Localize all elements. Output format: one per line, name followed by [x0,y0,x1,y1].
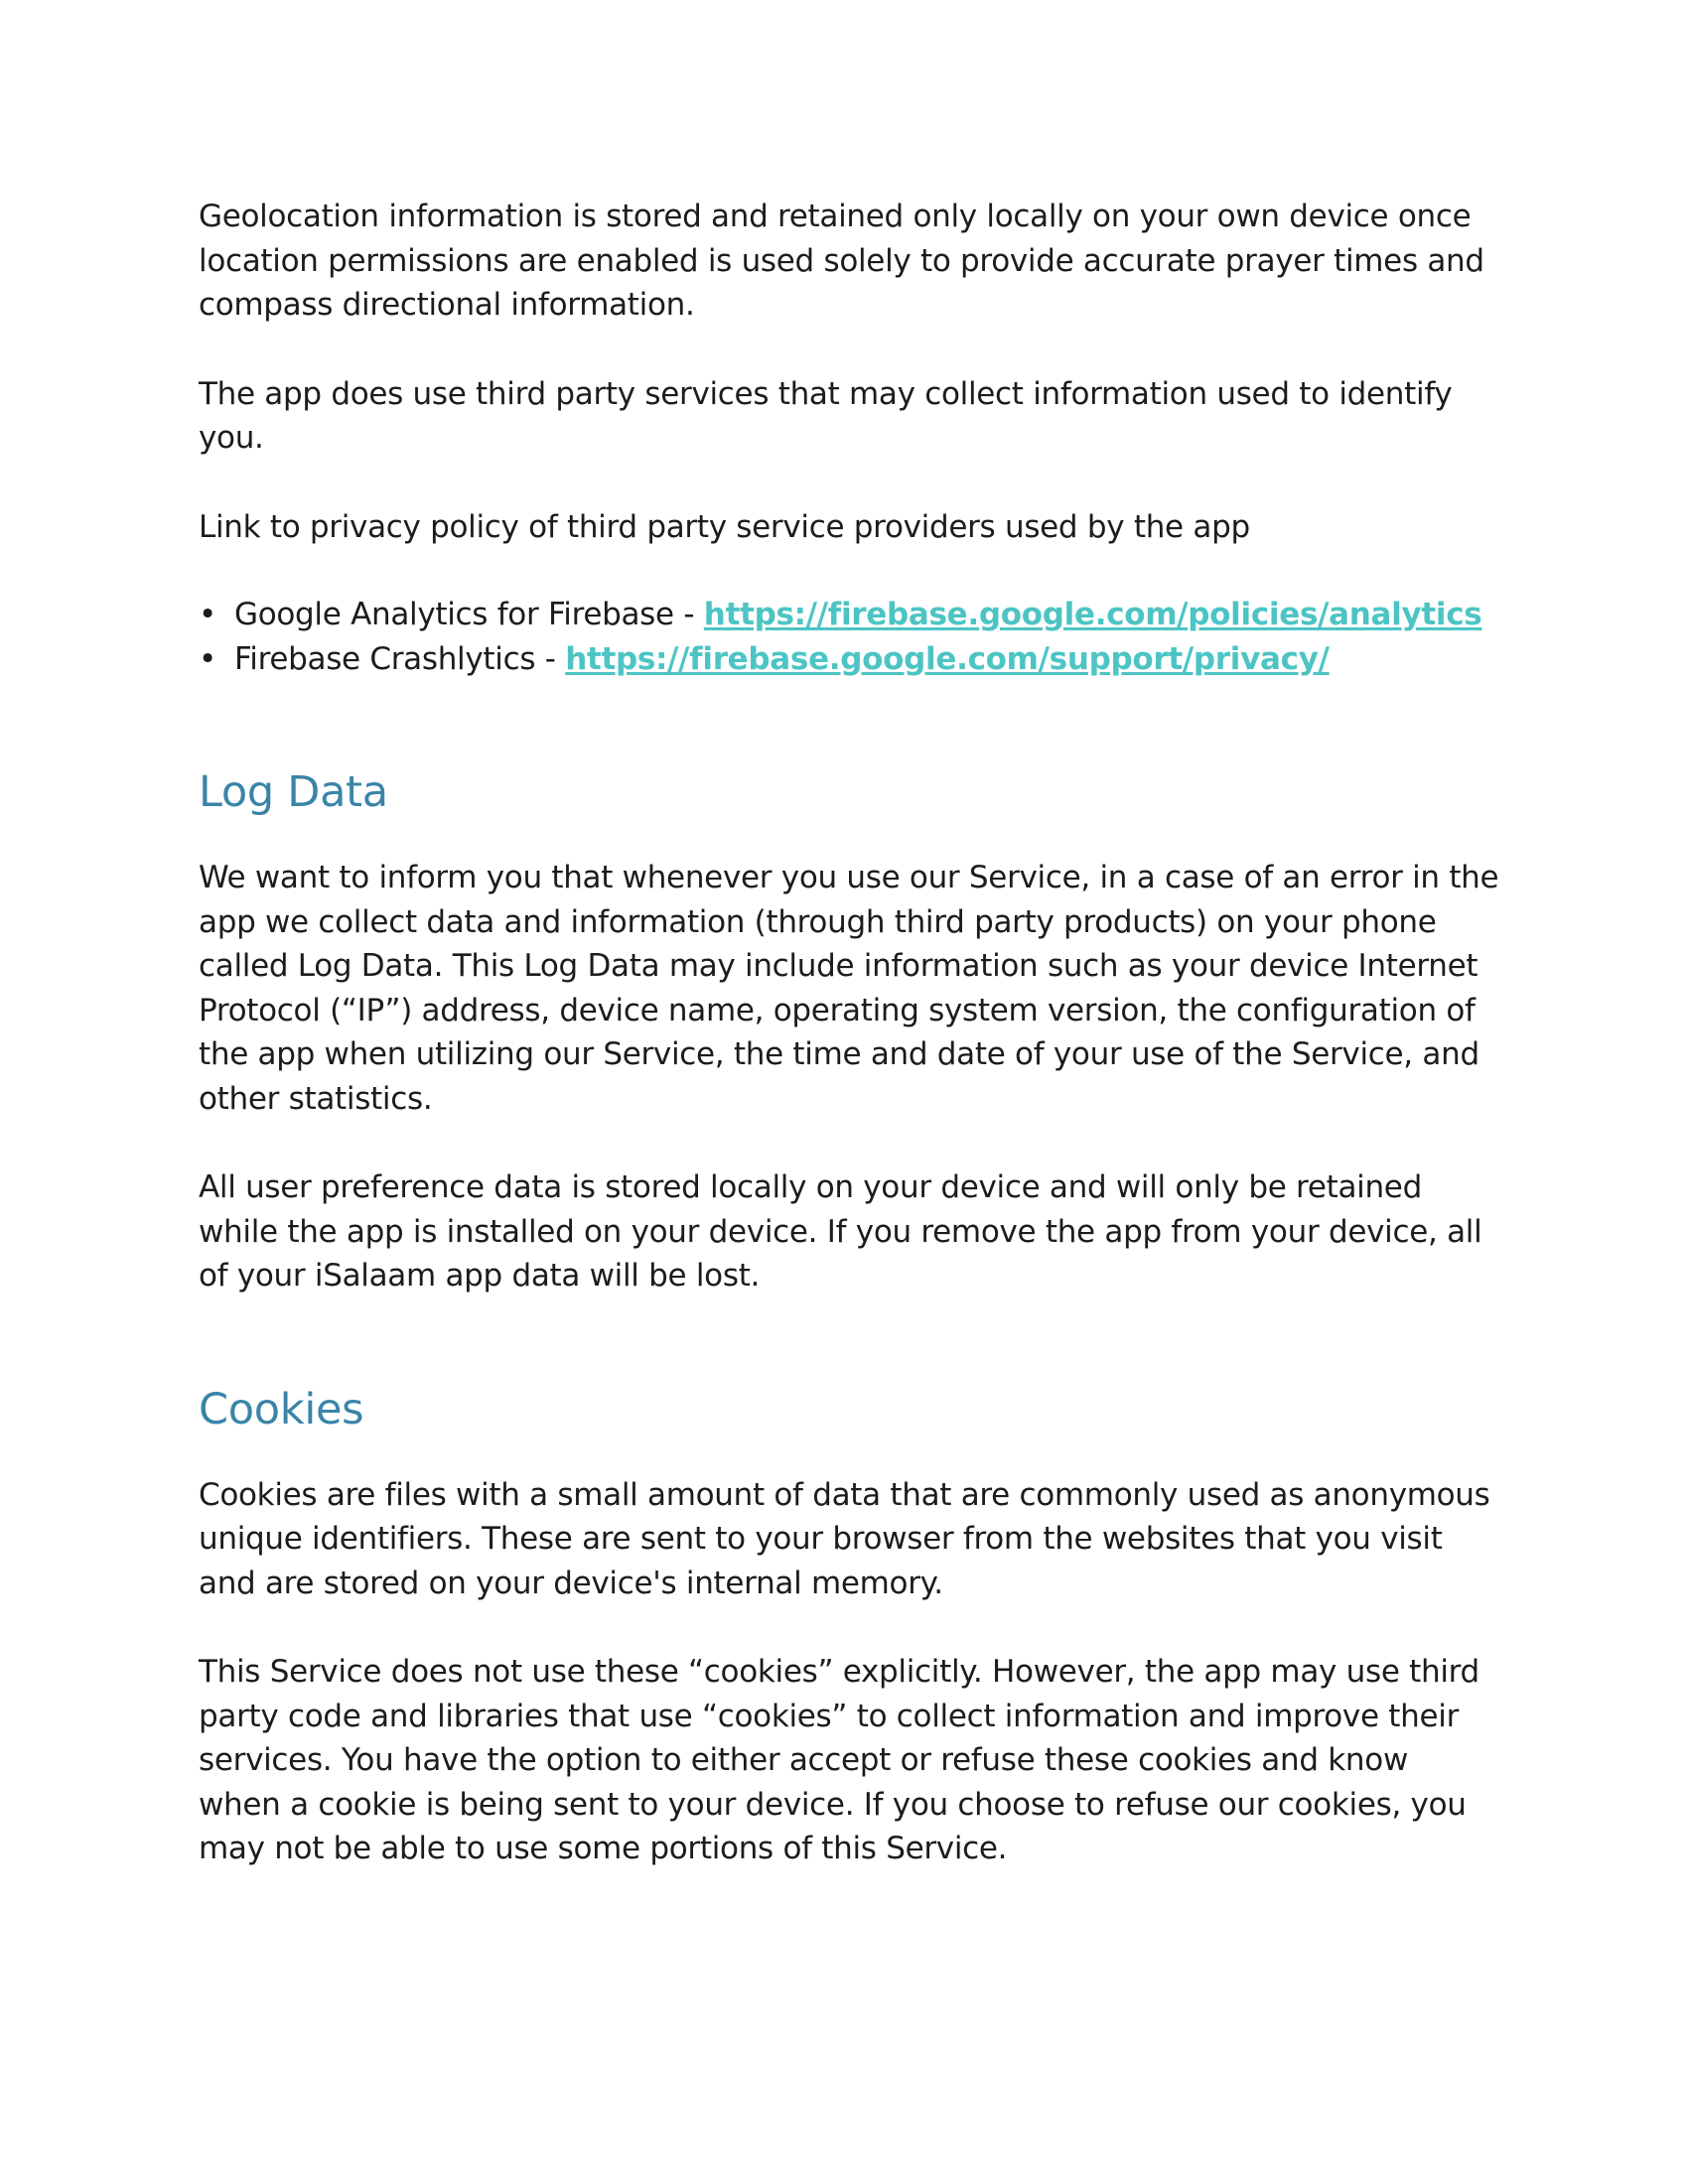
cookies-definition-paragraph: Cookies are files with a small amount of data that are commonly used as anonymous unique identifiers. These are sent to your browser from the websites that you visit and are stored on your device's internal memory. [199,1476,1490,1601]
privacy-policy-page [199,195,1499,1871]
log-data-heading: Log Data [199,767,388,817]
crashlytics-privacy-link[interactable]: https://firebase.google.com/support/privacy/ [565,640,1330,677]
user-preference-paragraph: All user preference data is stored locally on your device and will only be retained while the app is installed on your device. If you remove the app from your device, all of your iSalaam app data will be lost. [199,1169,1482,1294]
provider-name: Firebase Crashlytics - [234,640,566,677]
link-intro-paragraph: Link to privacy policy of third party service providers used by the app [199,508,1250,545]
log-data-paragraph: We want to inform you that whenever you use our Service, in a case of an error in the app we collect data and information (through third party products) on your phone called Log Data. This Log Data may include information such as your device Internet Protocol (“IP”) address, device name, operating system version, the configuration of the app when utilizing our Service, the time and date of your use of the Service, and other statistics. [199,860,1499,1117]
provider-name: Google Analytics for Firebase - [234,597,704,632]
cookies-heading: Cookies [199,1384,364,1434]
bullet-icon: • [199,597,216,632]
list-item [199,637,1499,682]
third-party-paragraph: The app does use third party services that may collect information used to identify you. [199,375,1453,456]
third-party-provider-list [199,593,1499,681]
cookies-usage-paragraph: This Service does not use these “cookies” explicitly. However, the app may use third party code and libraries that use “cookies” to collect information and improve their services. You have the option to either accept or refuse these cookies and know when a cookie is being sent to your device. If you choose to refuse our cookies, you may not be able to use some portions of this Service. [199,1654,1479,1866]
list-item [199,593,1499,637]
bullet-icon: • [199,640,216,677]
geolocation-paragraph: Geolocation information is stored and retained only locally on your own device once location permissions are enabled is used solely to provide accurate prayer times and compass directional information. [199,199,1484,323]
google-analytics-privacy-link[interactable]: https://firebase.google.com/policies/analytics [703,597,1482,632]
